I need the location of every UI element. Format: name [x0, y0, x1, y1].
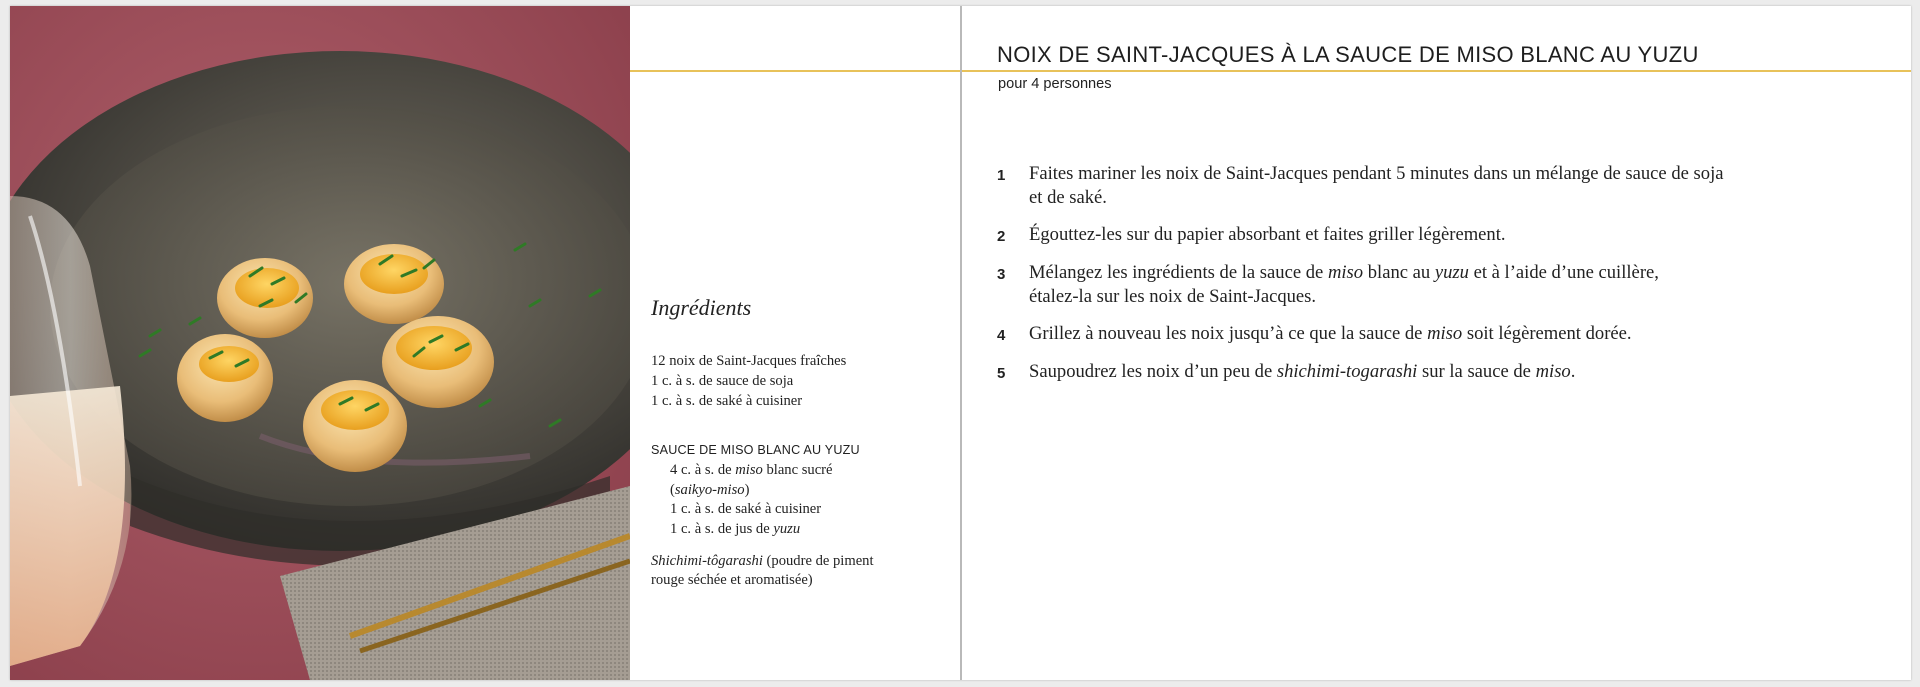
step-text [1029, 162, 1827, 210]
text-run: 4 c. à s. de [670, 462, 736, 478]
italic-term: Shichimi-tôgarashi [651, 553, 763, 569]
sauce-ingredient-item [670, 461, 951, 481]
recipe-step [997, 223, 1827, 249]
text-run: et à l’aide d’une cuillère, [1468, 262, 1659, 283]
gold-header-rule [630, 70, 1911, 72]
dish-photo [10, 6, 630, 680]
sauce-ingredients-list [651, 461, 951, 539]
text-run: blanc au [1363, 262, 1435, 283]
text-run: (poudre de piment [762, 553, 874, 569]
ingredient-item: 1 c. à s. de saké à cuisiner [651, 393, 803, 409]
italic-term: yuzu [773, 520, 801, 537]
italic-term: miso [735, 462, 763, 478]
recipe-step [997, 322, 1827, 348]
step-text [1029, 322, 1827, 348]
italic-term: shichimi-togarashi [1276, 361, 1418, 382]
sauce-ingredient-item [670, 481, 951, 501]
step-number: 5 [997, 365, 1006, 382]
step-number: 4 [997, 326, 1006, 344]
step-number: 2 [997, 227, 1006, 245]
ingredient-item: 12 noix de Saint-Jacques fraîches [651, 353, 847, 369]
text-run: et de saké. [1029, 187, 1107, 208]
step-number: 1 [997, 167, 1006, 184]
text-run: Faites mariner les noix de Saint-Jacques pendant 5 minutes dans un mélange de sauce de soja [1029, 163, 1724, 184]
text-run: rouge séchée et aromatisée) [651, 572, 813, 588]
italic-term: miso [1535, 361, 1571, 382]
text-run: Égouttez-les sur du papier absorbant et faites griller légèrement. [1029, 223, 1506, 245]
step-text [1029, 223, 1827, 249]
servings: pour 4 personnes [998, 76, 1112, 92]
ingredients-list [651, 351, 951, 411]
text-run: 1 c. à s. de saké à cuisiner [670, 501, 822, 517]
step-number: 3 [997, 266, 1006, 283]
recipe-steps [997, 162, 1827, 399]
italic-term: yuzu [1434, 262, 1469, 283]
book-spread [10, 6, 1911, 680]
sauce-ingredient-item [670, 520, 951, 540]
text-run: Saupoudrez les noix d’un peu de [1029, 361, 1277, 382]
text-run: sur la sauce de [1417, 361, 1536, 382]
text-run: blanc sucré [762, 462, 833, 478]
italic-term: miso [1427, 322, 1463, 344]
ingredients-heading: Ingrédients [651, 295, 752, 320]
italic-term: saikyo-miso [674, 481, 745, 498]
recipe-step [997, 360, 1827, 386]
text-run: soit légèrement dorée. [1462, 322, 1632, 344]
page-fold [960, 6, 962, 680]
text-run: . [1570, 361, 1576, 382]
recipe-step [997, 261, 1827, 309]
scallops-photo-illustration [10, 6, 630, 680]
text-run: Mélangez les ingrédients de la sauce de [1029, 262, 1328, 283]
ingredients-column [651, 295, 951, 590]
text-run: Grillez à nouveau les noix jusqu’à ce que la sauce de [1029, 322, 1428, 344]
sauce-ingredient-item [670, 500, 951, 520]
shichimi-note [651, 552, 951, 590]
sauce-title: SAUCE DE MISO BLANC AU YUZU [651, 443, 860, 457]
italic-term: miso [1327, 262, 1364, 283]
text-run: 1 c. à s. de jus de [670, 520, 774, 537]
recipe-title: NOIX DE SAINT-JACQUES À LA SAUCE DE MISO BLANC AU YUZU [997, 42, 1699, 67]
ingredient-item: 1 c. à s. de sauce de soja [651, 373, 794, 389]
text-run: ( [670, 481, 675, 498]
step-text [1029, 360, 1827, 386]
recipe-step [997, 162, 1827, 210]
step-text [1029, 261, 1827, 309]
text-run: ) [744, 481, 750, 498]
text-run: étalez-la sur les noix de Saint-Jacques. [1029, 286, 1317, 307]
